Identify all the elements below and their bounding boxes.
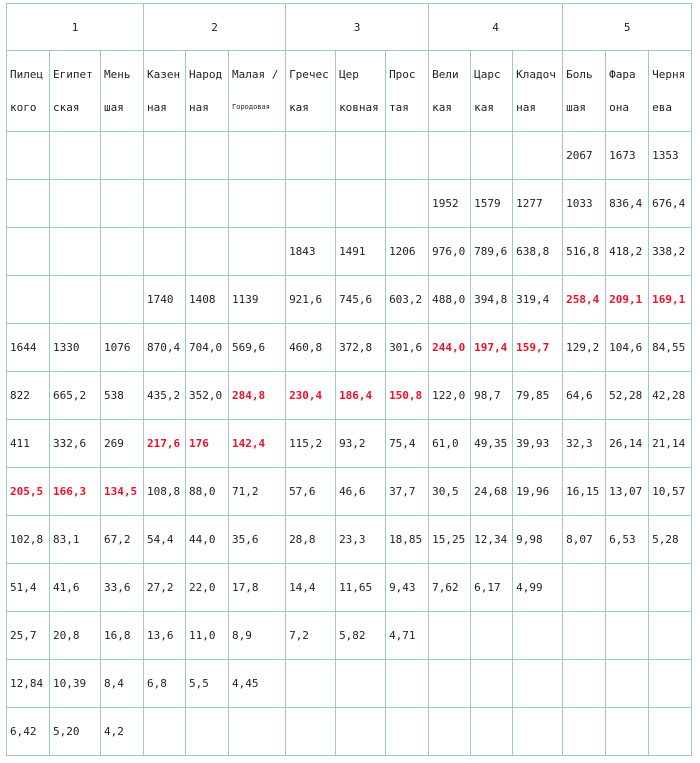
column-name-line2: шая: [104, 101, 124, 114]
table-cell: [471, 660, 513, 708]
table-cell: 16,15: [563, 468, 606, 516]
column-name-line2: ева: [652, 101, 672, 114]
table-cell: 33,6: [101, 564, 144, 612]
table-cell: 6,53: [606, 516, 649, 564]
column-name-line1: Гречес: [289, 68, 329, 81]
column-name-row: [7, 51, 692, 132]
table-cell: 42,28: [649, 372, 692, 420]
table-cell: 4,45: [229, 660, 286, 708]
table-cell: 418,2: [606, 228, 649, 276]
table-cell: 25,7: [7, 612, 50, 660]
table-cell: 9,43: [386, 564, 429, 612]
table-row: [7, 564, 692, 612]
table-cell: 921,6: [286, 276, 336, 324]
table-cell: [229, 228, 286, 276]
table-cell: [186, 180, 229, 228]
table-cell: [563, 564, 606, 612]
table-cell: 205,5: [7, 468, 50, 516]
column-name-line1: Черня: [652, 68, 686, 81]
column-name-line2: ковная: [339, 101, 379, 114]
table-cell: [286, 708, 336, 756]
table-cell: 1673: [606, 132, 649, 180]
table-cell: 372,8: [336, 324, 386, 372]
table-cell: 84,55: [649, 324, 692, 372]
table-cell: 32,3: [563, 420, 606, 468]
table-cell: [471, 612, 513, 660]
table-cell: [7, 276, 50, 324]
column-name-line2: она: [609, 101, 629, 114]
table-cell: 27,2: [144, 564, 186, 612]
table-cell: 6,42: [7, 708, 50, 756]
table-cell: 8,4: [101, 660, 144, 708]
column-name-line2: кая: [432, 101, 452, 114]
table-cell: 488,0: [429, 276, 471, 324]
group-header: 3: [286, 4, 429, 51]
table-cell: 46,6: [336, 468, 386, 516]
table-cell: 39,93: [513, 420, 563, 468]
column-name: [286, 51, 336, 132]
table-cell: [649, 564, 692, 612]
table-cell: 789,6: [471, 228, 513, 276]
table-cell: [101, 180, 144, 228]
table-cell: 98,7: [471, 372, 513, 420]
table-cell: 79,85: [513, 372, 563, 420]
table-cell: 836,4: [606, 180, 649, 228]
table-cell: 104,6: [606, 324, 649, 372]
table-cell: 88,0: [186, 468, 229, 516]
column-name: [186, 51, 229, 132]
table-cell: 8,9: [229, 612, 286, 660]
column-name-line1: Фара: [609, 68, 636, 81]
table-cell: 64,6: [563, 372, 606, 420]
table-cell: 49,35: [471, 420, 513, 468]
table-cell: [606, 612, 649, 660]
column-name-line2: кого: [10, 101, 37, 114]
table-row: [7, 420, 692, 468]
table-cell: 37,7: [386, 468, 429, 516]
table-cell: 122,0: [429, 372, 471, 420]
column-name-line2: ная: [516, 101, 536, 114]
table-cell: [336, 132, 386, 180]
column-name: [144, 51, 186, 132]
table-cell: 976,0: [429, 228, 471, 276]
table-cell: 411: [7, 420, 50, 468]
table-cell: 20,8: [50, 612, 101, 660]
table-cell: 1579: [471, 180, 513, 228]
column-name-line1: Народ: [189, 68, 223, 81]
column-name-line1: Мень: [104, 68, 131, 81]
table-cell: 93,2: [336, 420, 386, 468]
table-cell: 870,4: [144, 324, 186, 372]
table-cell: [563, 708, 606, 756]
table-cell: 1076: [101, 324, 144, 372]
table-cell: 745,6: [336, 276, 386, 324]
table-cell: [144, 132, 186, 180]
column-name: [649, 51, 692, 132]
table-cell: 4,2: [101, 708, 144, 756]
group-header: 2: [144, 4, 286, 51]
table-cell: 6,8: [144, 660, 186, 708]
table-cell: 7,62: [429, 564, 471, 612]
table-cell: [471, 132, 513, 180]
table-cell: 166,3: [50, 468, 101, 516]
group-header: 1: [7, 4, 144, 51]
table-cell: [286, 660, 336, 708]
table-cell: 1952: [429, 180, 471, 228]
table-cell: 4,71: [386, 612, 429, 660]
frequency-table: [6, 3, 692, 756]
table-cell: [429, 612, 471, 660]
table-row: [7, 660, 692, 708]
column-name: [7, 51, 50, 132]
table-cell: 244,0: [429, 324, 471, 372]
table-cell: [144, 708, 186, 756]
table-cell: 5,5: [186, 660, 229, 708]
column-name: [563, 51, 606, 132]
column-name-line1: Вели: [432, 68, 459, 81]
table-cell: 51,4: [7, 564, 50, 612]
table-cell: [144, 228, 186, 276]
table-cell: 5,20: [50, 708, 101, 756]
table-cell: [50, 132, 101, 180]
table-cell: [563, 612, 606, 660]
table-cell: 19,96: [513, 468, 563, 516]
table-cell: 134,5: [101, 468, 144, 516]
column-name: [229, 51, 286, 132]
table-cell: 22,0: [186, 564, 229, 612]
table-row: [7, 468, 692, 516]
column-name-line2: шая: [566, 101, 586, 114]
table-cell: 6,17: [471, 564, 513, 612]
table-cell: [229, 708, 286, 756]
table-cell: [7, 132, 50, 180]
table-cell: [606, 708, 649, 756]
table-cell: 75,4: [386, 420, 429, 468]
table-cell: [336, 180, 386, 228]
table-cell: 13,6: [144, 612, 186, 660]
table-cell: 217,6: [144, 420, 186, 468]
table-cell: 1206: [386, 228, 429, 276]
table-cell: [186, 132, 229, 180]
table-cell: 12,84: [7, 660, 50, 708]
table-cell: [429, 708, 471, 756]
column-name-line1: Боль: [566, 68, 593, 81]
table-cell: 54,4: [144, 516, 186, 564]
table-cell: 269: [101, 420, 144, 468]
column-name: [429, 51, 471, 132]
table-row: [7, 324, 692, 372]
table-cell: 150,8: [386, 372, 429, 420]
table-cell: 516,8: [563, 228, 606, 276]
table-cell: 665,2: [50, 372, 101, 420]
column-name-line2: ная: [189, 101, 209, 114]
column-name: [101, 51, 144, 132]
table-row: [7, 612, 692, 660]
table-cell: 67,2: [101, 516, 144, 564]
table-cell: [513, 660, 563, 708]
table-cell: 26,14: [606, 420, 649, 468]
table-cell: 284,8: [229, 372, 286, 420]
table-cell: 5,82: [336, 612, 386, 660]
column-name-line2: Городовая: [232, 103, 270, 111]
table-body: [7, 4, 692, 756]
column-name-line1: Египет: [53, 68, 93, 81]
column-name-line1: Кладоч: [516, 68, 556, 81]
column-name-line1: Казен: [147, 68, 181, 81]
table-cell: 23,3: [336, 516, 386, 564]
table-cell: 8,07: [563, 516, 606, 564]
table-cell: 332,6: [50, 420, 101, 468]
column-name: [471, 51, 513, 132]
table-cell: 35,6: [229, 516, 286, 564]
table-cell: 1330: [50, 324, 101, 372]
group-header-row: [7, 4, 692, 51]
table-cell: [186, 228, 229, 276]
table-cell: 638,8: [513, 228, 563, 276]
table-cell: 30,5: [429, 468, 471, 516]
table-cell: [144, 180, 186, 228]
table-cell: [649, 660, 692, 708]
table-cell: [50, 180, 101, 228]
table-cell: 83,1: [50, 516, 101, 564]
table-cell: 12,34: [471, 516, 513, 564]
table-cell: 17,8: [229, 564, 286, 612]
table-cell: 7,2: [286, 612, 336, 660]
table-cell: 57,6: [286, 468, 336, 516]
table-cell: [101, 132, 144, 180]
table-cell: [606, 660, 649, 708]
table-cell: 1740: [144, 276, 186, 324]
table-cell: [471, 708, 513, 756]
table-cell: 142,4: [229, 420, 286, 468]
column-name-line2: ная: [147, 101, 167, 114]
table-cell: 5,28: [649, 516, 692, 564]
table-cell: 10,57: [649, 468, 692, 516]
table-cell: [386, 132, 429, 180]
table-cell: 1843: [286, 228, 336, 276]
table-cell: 11,0: [186, 612, 229, 660]
table-cell: 61,0: [429, 420, 471, 468]
table-cell: 13,07: [606, 468, 649, 516]
table-cell: 1644: [7, 324, 50, 372]
table-cell: 569,6: [229, 324, 286, 372]
table-row: [7, 180, 692, 228]
table-cell: [7, 180, 50, 228]
table-cell: 28,8: [286, 516, 336, 564]
table-cell: [649, 708, 692, 756]
table-cell: [7, 228, 50, 276]
table-cell: 1033: [563, 180, 606, 228]
column-name: [386, 51, 429, 132]
column-name-line1: Пилец: [10, 68, 44, 81]
table-cell: 1408: [186, 276, 229, 324]
table-row: [7, 276, 692, 324]
table-cell: 176: [186, 420, 229, 468]
table-cell: 159,7: [513, 324, 563, 372]
table-cell: [101, 228, 144, 276]
column-name-line2: кая: [289, 101, 309, 114]
table-cell: 704,0: [186, 324, 229, 372]
table-cell: 1139: [229, 276, 286, 324]
table-cell: 11,65: [336, 564, 386, 612]
column-name-line1: Прос: [389, 68, 416, 81]
table-cell: 41,6: [50, 564, 101, 612]
table-cell: 301,6: [386, 324, 429, 372]
table-cell: [50, 276, 101, 324]
table-cell: 2067: [563, 132, 606, 180]
table-row: [7, 228, 692, 276]
column-name-line1: Малая /: [232, 68, 279, 81]
table-cell: 319,4: [513, 276, 563, 324]
table-cell: 1277: [513, 180, 563, 228]
table-cell: 1353: [649, 132, 692, 180]
table-cell: [386, 180, 429, 228]
table-cell: 352,0: [186, 372, 229, 420]
group-header: 5: [563, 4, 692, 51]
table-cell: 9,98: [513, 516, 563, 564]
table-cell: 18,85: [386, 516, 429, 564]
table-cell: 108,8: [144, 468, 186, 516]
table-cell: 71,2: [229, 468, 286, 516]
table-row: [7, 372, 692, 420]
table-cell: 186,4: [336, 372, 386, 420]
table-cell: 115,2: [286, 420, 336, 468]
table-cell: [429, 132, 471, 180]
column-name: [513, 51, 563, 132]
table-cell: [229, 180, 286, 228]
table-cell: [286, 132, 336, 180]
table-cell: [186, 708, 229, 756]
table-cell: [513, 612, 563, 660]
table-cell: 258,4: [563, 276, 606, 324]
table-cell: 394,8: [471, 276, 513, 324]
table-cell: 538: [101, 372, 144, 420]
table-cell: [336, 660, 386, 708]
table-cell: 24,68: [471, 468, 513, 516]
table-cell: 676,4: [649, 180, 692, 228]
table-cell: 435,2: [144, 372, 186, 420]
table-cell: 21,14: [649, 420, 692, 468]
table-cell: 603,2: [386, 276, 429, 324]
column-name-line2: тая: [389, 101, 409, 114]
column-name-line2: ская: [53, 101, 80, 114]
table-cell: 169,1: [649, 276, 692, 324]
table-cell: 14,4: [286, 564, 336, 612]
table-cell: [336, 708, 386, 756]
table-cell: 209,1: [606, 276, 649, 324]
table-cell: 197,4: [471, 324, 513, 372]
table-cell: [229, 132, 286, 180]
table-cell: 4,99: [513, 564, 563, 612]
table-cell: 16,8: [101, 612, 144, 660]
table-cell: 338,2: [649, 228, 692, 276]
table-cell: [101, 276, 144, 324]
table-cell: 44,0: [186, 516, 229, 564]
table-cell: 102,8: [7, 516, 50, 564]
table-cell: [286, 180, 336, 228]
column-name-line1: Царс: [474, 68, 501, 81]
table-cell: 129,2: [563, 324, 606, 372]
table-cell: [513, 132, 563, 180]
column-name-line2: кая: [474, 101, 494, 114]
table-cell: 10,39: [50, 660, 101, 708]
table-row: [7, 132, 692, 180]
table-cell: [606, 564, 649, 612]
table-cell: 230,4: [286, 372, 336, 420]
table-cell: 52,28: [606, 372, 649, 420]
column-name: [606, 51, 649, 132]
group-header: 4: [429, 4, 563, 51]
table-cell: [649, 612, 692, 660]
table-cell: [429, 660, 471, 708]
table-cell: [386, 708, 429, 756]
table-row: [7, 516, 692, 564]
table-cell: [563, 660, 606, 708]
table-cell: [386, 660, 429, 708]
table-cell: 15,25: [429, 516, 471, 564]
table-cell: [513, 708, 563, 756]
column-name: [50, 51, 101, 132]
column-name: [336, 51, 386, 132]
column-name-line1: Цер: [339, 68, 359, 81]
table-cell: 460,8: [286, 324, 336, 372]
table-row: [7, 708, 692, 756]
table-cell: 822: [7, 372, 50, 420]
table-cell: [50, 228, 101, 276]
table-cell: 1491: [336, 228, 386, 276]
